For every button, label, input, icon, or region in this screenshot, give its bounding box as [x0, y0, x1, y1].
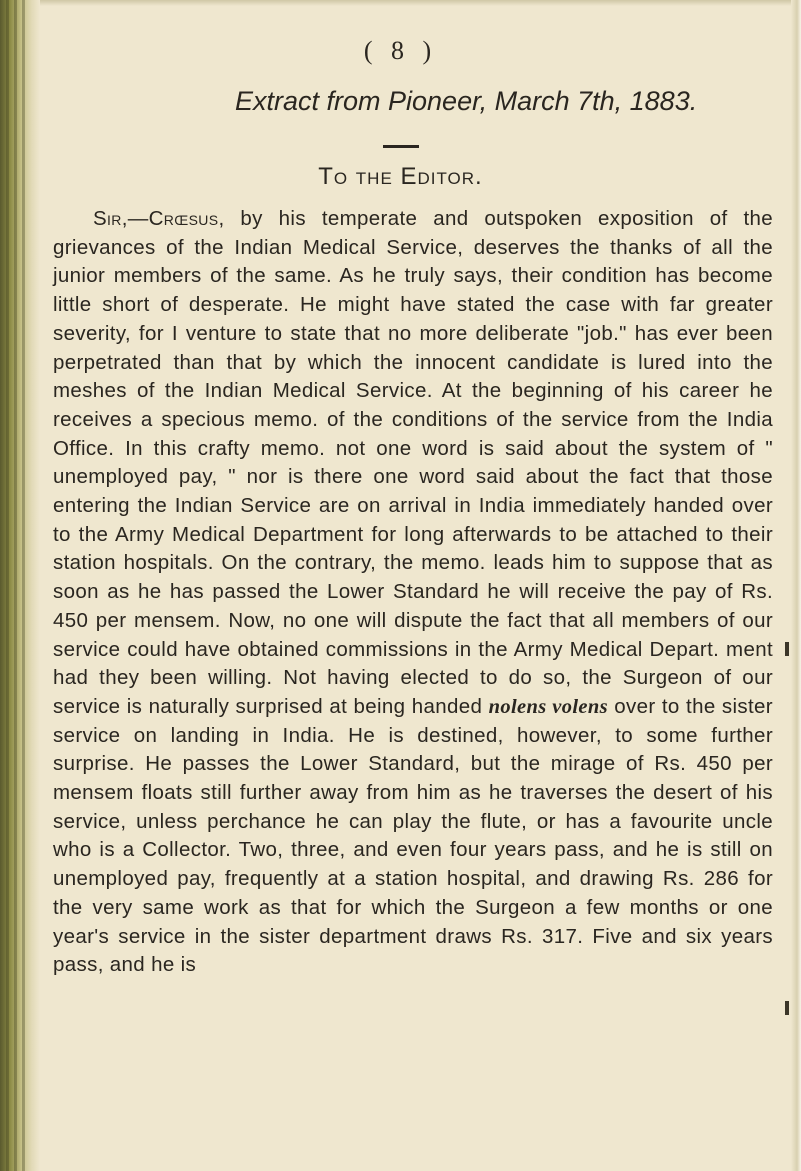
source-line: Extract from Pioneer, March 7th, 1883. — [235, 86, 698, 116]
page-top-edge — [40, 0, 801, 6]
salutation-dash: — — [127, 207, 149, 230]
pen-name: Crœsus — [148, 207, 219, 230]
page-number: ( 8 ) — [363, 36, 438, 65]
salutation: Sir, — [93, 207, 128, 230]
letter-text-part-2: over to the sister service on landing in India. He is destined, however, to some further surprise. He passes the Lower Standard, but the mirage of Rs. 450 per mensem floats still further away from him as he traverses the desert of his service, unless perchance he can play the flute, or has a favourite uncle who is a Collector. Two, three, and even four years pass, and he is still on unemployed pay, frequently at a station hospital, and drawing Rs. 286 for the very same work as that for which the Surgeon a few months or one year's service in the sister department draws Rs. 317. Five and six years pass, and he is — [53, 694, 773, 977]
latin-phrase: nolens volens — [488, 695, 608, 718]
letter-heading: To the Editor. — [318, 163, 483, 190]
letter-body — [53, 205, 773, 980]
margin-mark — [785, 642, 789, 656]
margin-mark — [785, 1001, 789, 1015]
letter-text-part-1: , by his temperate and outspoken exposition of the grievances of the Indian Medical Service, deserves the thanks of all the junior members of the same. As he truly says, their condition has become little short of desperate. He might have stated the case with far greater severity, for I venture to state that no more deliberate "job." has ever been perpetrated than that by which the innocent candidate is lured into the meshes of the Indian Medical Service. At the beginning of his career he receives a specious memo. of the conditions of the service from the India Office. In this crafty memo. not one word is said about the system of " unemployed pay, " nor is there one word said about the fact that those entering the Indian Service are on arrival in India immediately handed over to the Army Medical Department for long afterwards to be attached to their station hospitals. On the contrary, the memo. leads him to suppose that as soon as he has passed the Lower Standard he will receive the pay of Rs. 450 per mensem. Now, no one will dispute the fact that all members of our service could have obtained commissions in the Army Medical Depart. ment had they been willing. Not having elected to do so, the Surgeon of our service is naturally surprised at being handed — [53, 207, 773, 718]
heading-rule — [383, 145, 419, 148]
